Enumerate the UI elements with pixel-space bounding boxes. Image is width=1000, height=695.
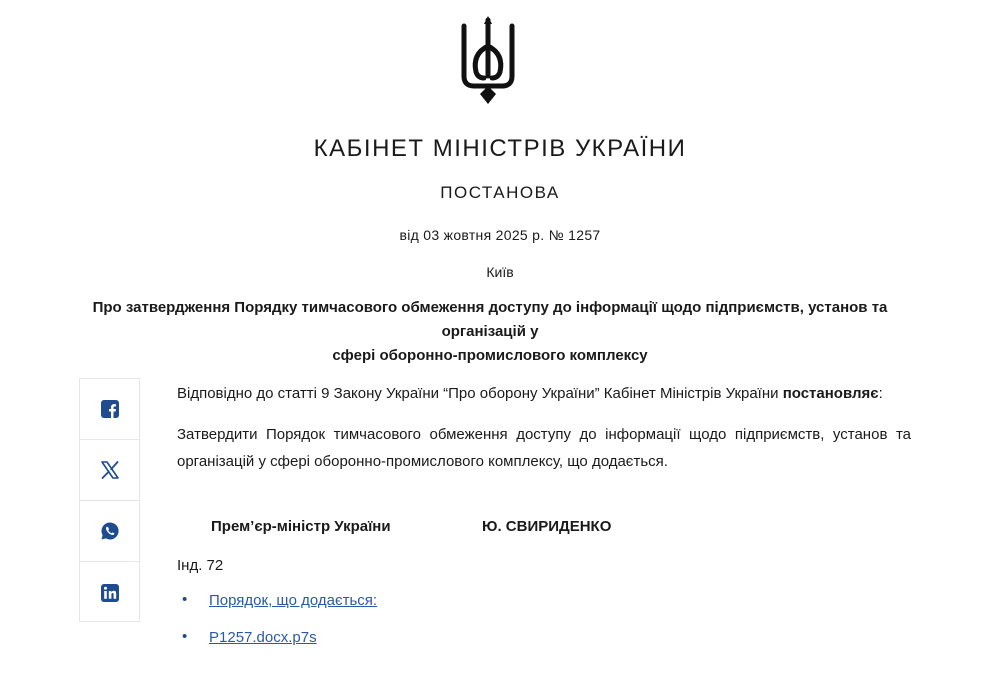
list-item [177, 629, 377, 666]
facebook-icon [100, 399, 120, 419]
document-type: ПОСТАНОВА [440, 183, 560, 202]
document-dateline: від 03 жовтня 2025 р. № 1257 [399, 227, 601, 243]
organization-title: КАБІНЕТ МІНІСТРІВ УКРАЇНИ [313, 135, 687, 162]
attachment-link-order[interactable]: Порядок, що додається: [209, 592, 378, 609]
subject-line-1: Про затвердження Порядку тимчасового обмеження доступу до інформації щодо підприємств, установ та організацій у [92, 299, 888, 340]
decision-keyword: постановляє [782, 385, 879, 402]
document-index: Інд. 72 [177, 557, 224, 574]
attachments-list [177, 592, 377, 666]
body-paragraph-1-end: : [878, 385, 883, 402]
x-twitter-icon [100, 460, 120, 480]
linkedin-icon [100, 583, 120, 603]
attachment-link-p7s[interactable]: P1257.docx.p7s [209, 629, 317, 646]
share-panel [79, 378, 140, 622]
document-subject [60, 296, 920, 368]
share-facebook-button[interactable] [80, 379, 139, 440]
whatsapp-icon [100, 521, 120, 541]
list-item [177, 592, 377, 629]
signature-role: Прем’єр-міністр України [211, 518, 391, 535]
share-linkedin-button[interactable] [80, 562, 139, 623]
body-paragraph-2: Затвердити Порядок тимчасового обмеження доступу до інформації щодо підприємств, установ та організацій у сфері оборонно-промислового комплексу, що додається. [177, 426, 911, 470]
body-paragraph-1 [177, 380, 911, 407]
subject-line-2: сфері оборонно-промислового комплексу [332, 347, 648, 364]
coat-of-arms-emblem [458, 16, 518, 108]
document-city: Київ [486, 264, 514, 280]
document-body [177, 380, 911, 475]
signature-name: Ю. СВИРИДЕНКО [482, 518, 612, 535]
body-paragraph-1-text: Відповідно до статті 9 Закону України “Про оборону України” Кабінет Міністрів України [177, 385, 783, 402]
share-x-button[interactable] [80, 440, 139, 501]
share-whatsapp-button[interactable] [80, 501, 139, 562]
